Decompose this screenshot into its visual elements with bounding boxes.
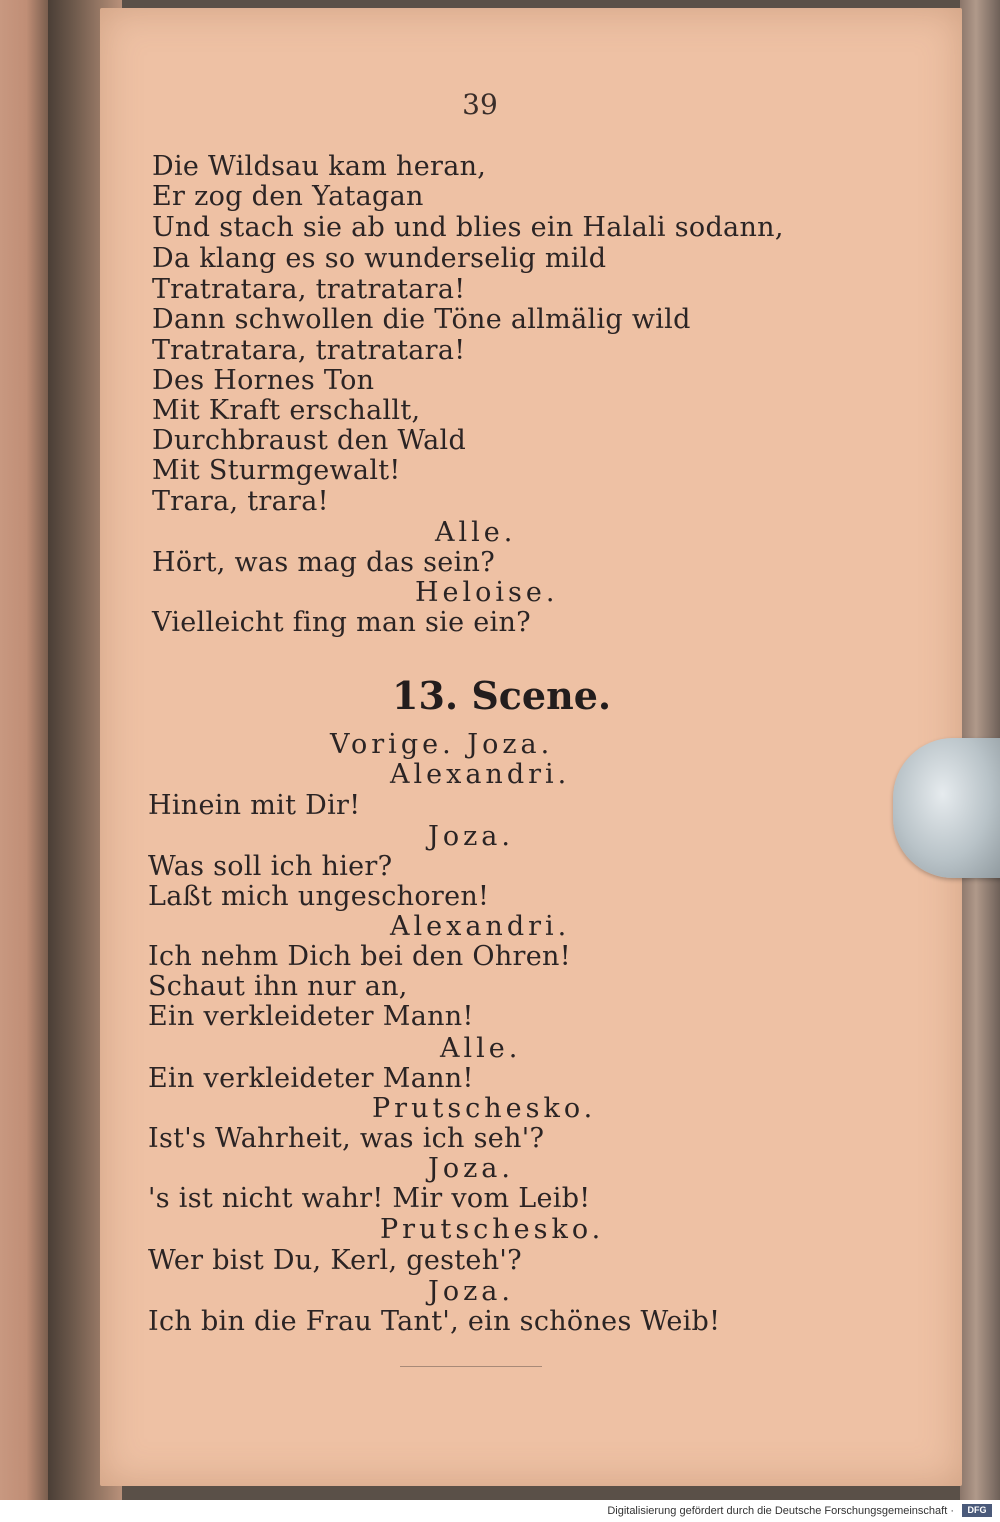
speaker-name: Alexandri. <box>390 911 571 942</box>
speaker-name: Prutschesko. <box>372 1093 597 1124</box>
page-rule <box>400 1366 542 1367</box>
verse-line: 's ist nicht wahr! Mir vom Leib! <box>148 1183 591 1214</box>
verse-line: Laßt mich ungeschoren! <box>148 881 490 912</box>
verse-line: Vielleicht fing man sie ein? <box>152 607 531 638</box>
speaker-name: Alexandri. <box>390 759 571 790</box>
verse-line: Trara, trara! <box>152 486 329 517</box>
verse-line: Und stach sie ab und blies ein Halali sodann, <box>152 212 784 243</box>
verse-line: Dann schwollen die Töne allmälig wild <box>152 304 691 335</box>
verse-line: Da klang es so wunderselig mild <box>152 243 607 274</box>
verse-line: Die Wildsau kam heran, <box>152 151 487 182</box>
speaker-name: Alle. <box>440 1033 522 1064</box>
verse-line: Tratratara, tratratara! <box>152 274 466 305</box>
verse-line: Ich bin die Frau Tant', ein schönes Weib! <box>148 1306 721 1337</box>
verse-line: Ist's Wahrheit, was ich seh'? <box>148 1123 545 1154</box>
speaker-name: Joza. <box>428 821 514 852</box>
footer-credit: Digitalisierung gefördert durch die Deutsche Forschungsgemeinschaft · <box>607 1505 954 1517</box>
verse-line: Ein verkleideter Mann! <box>148 1063 474 1094</box>
speaker-name: Heloise. <box>415 577 559 608</box>
dfg-logo: DFG <box>962 1504 992 1517</box>
speaker-name: Alle. <box>435 517 517 548</box>
verse-line: Durchbraust den Wald <box>152 425 467 456</box>
verse-line: Wer bist Du, Kerl, gesteh'? <box>148 1245 522 1276</box>
digitization-footer <box>0 1500 1000 1522</box>
verse-line: Er zog den Yatagan <box>152 181 424 212</box>
verse-line: Schaut ihn nur an, <box>148 971 408 1002</box>
speaker-name: Prutschesko. <box>380 1214 605 1245</box>
verse-line: Des Hornes Ton <box>152 365 375 396</box>
verse-line: Hört, was mag das sein? <box>152 547 495 578</box>
speaker-name: Joza. <box>428 1153 514 1184</box>
left-page-edge <box>0 0 48 1500</box>
verse-line: Ich nehm Dich bei den Ohren! <box>148 941 571 972</box>
verse-line: Tratratara, tratratara! <box>152 335 466 366</box>
speaker-name: Joza. <box>428 1276 514 1307</box>
page-number: 39 <box>462 88 498 121</box>
verse-line: Mit Kraft erschallt, <box>152 395 421 426</box>
verse-line: Ein verkleideter Mann! <box>148 1001 474 1032</box>
verse-line: Mit Sturmgewalt! <box>152 455 401 486</box>
scanner-clip <box>893 738 1000 878</box>
verse-line: Hinein mit Dir! <box>148 790 361 821</box>
stage-direction: Vorige. Joza. <box>330 729 554 760</box>
scene-heading: 13. Scene. <box>392 673 612 718</box>
verse-line: Was soll ich hier? <box>148 851 393 882</box>
